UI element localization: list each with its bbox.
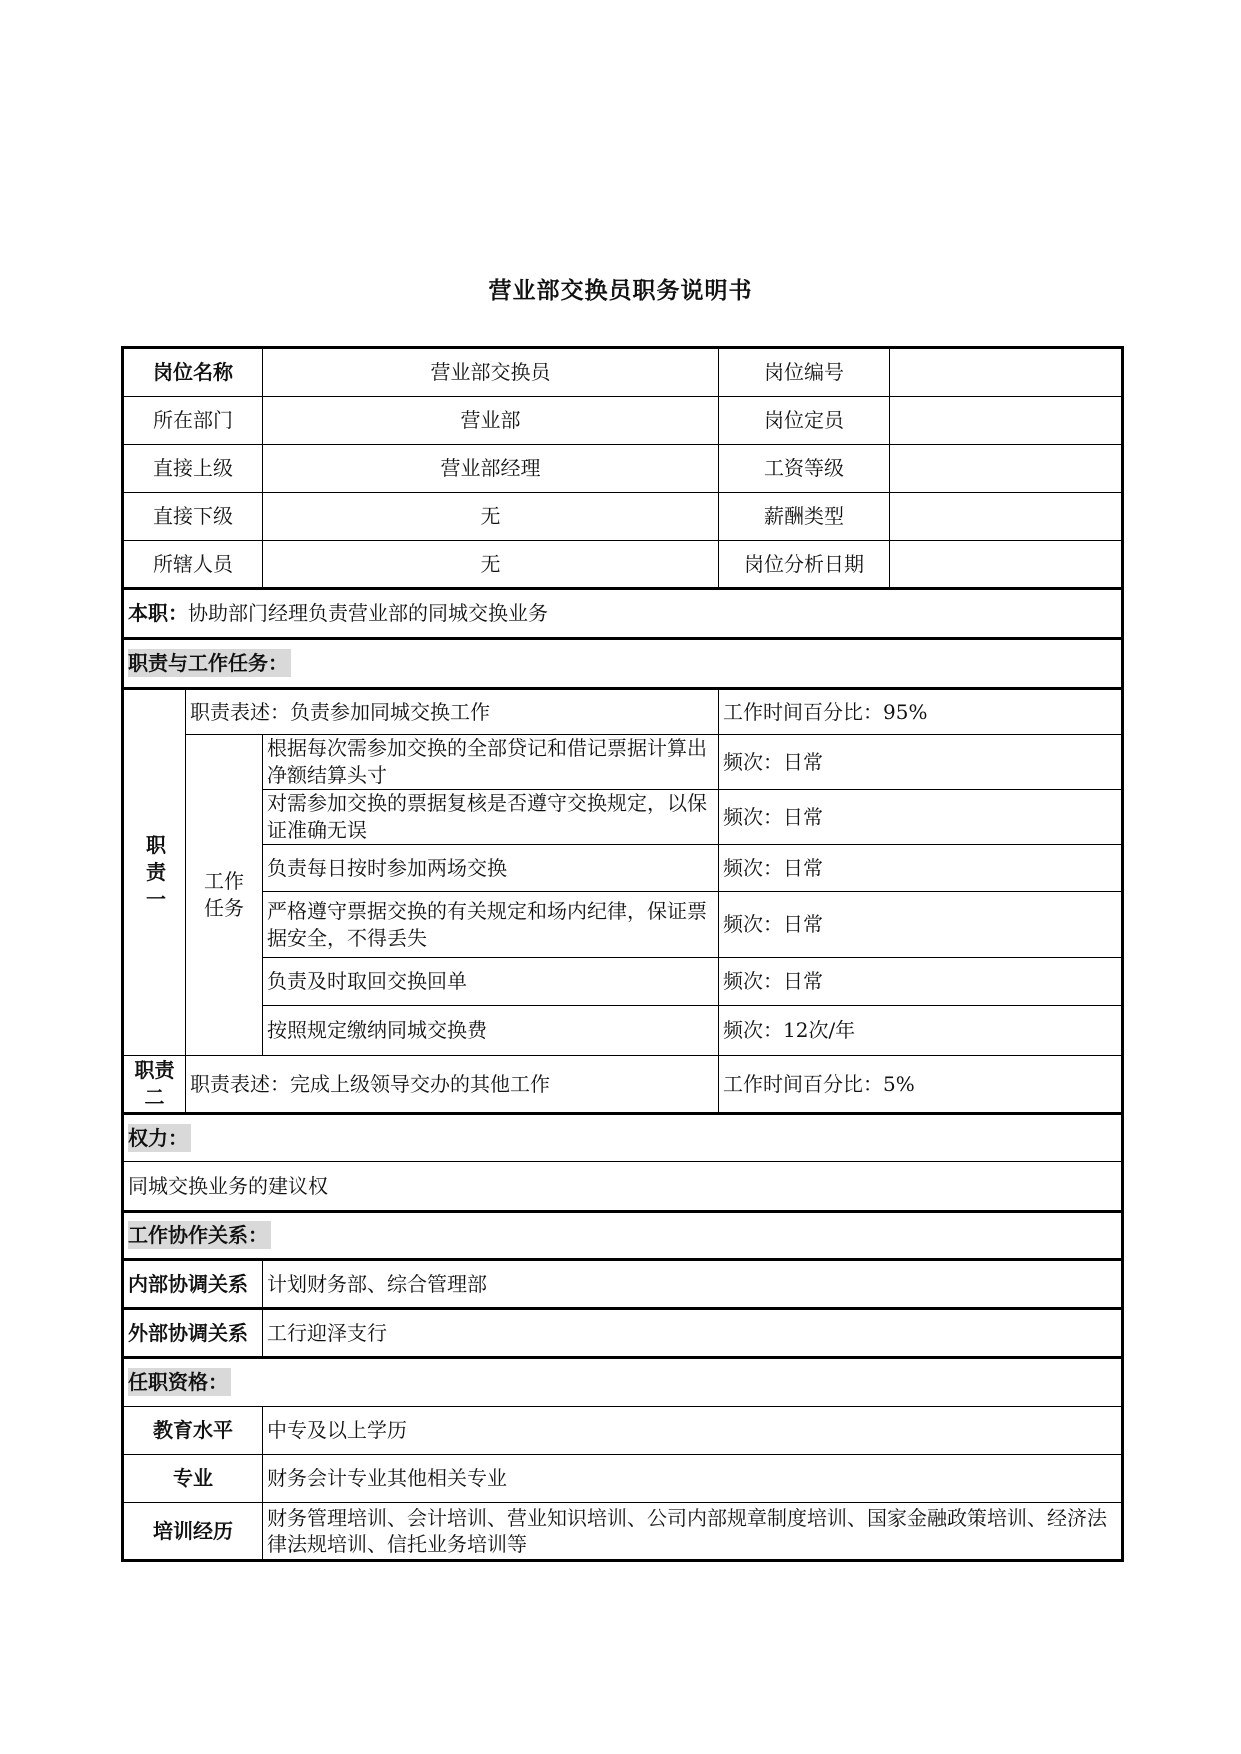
value-headcount [890, 397, 1123, 445]
table-row [123, 845, 1123, 892]
duties-header-cell [123, 639, 1123, 689]
label-department: 所在部门 [123, 397, 263, 445]
task-freq: 频次：日常 [719, 892, 1123, 958]
value-position-name: 营业部交换员 [263, 348, 719, 397]
table-row [123, 1056, 1123, 1114]
label-position-code: 岗位编号 [719, 348, 890, 397]
education-label: 教育水平 [123, 1407, 263, 1455]
table-row [123, 1407, 1123, 1455]
table-row [123, 1212, 1123, 1260]
table-row [123, 1114, 1123, 1162]
table-row [123, 445, 1123, 493]
table-row [123, 790, 1123, 845]
relations-header: 工作协作关系： [128, 1221, 271, 1249]
duty1-desc: 职责表述：负责参加同城交换工作 [186, 689, 719, 735]
table-row [123, 397, 1123, 445]
training-label: 培训经历 [123, 1503, 263, 1561]
table-row [123, 1309, 1123, 1358]
major-label: 专业 [123, 1455, 263, 1503]
task-text: 按照规定缴纳同城交换费 [263, 1006, 719, 1056]
table-row [123, 348, 1123, 397]
value-direct-subordinate: 无 [263, 493, 719, 541]
power-text: 同城交换业务的建议权 [123, 1162, 1123, 1212]
value-analysis-date [890, 541, 1123, 589]
label-analysis-date: 岗位分析日期 [719, 541, 890, 589]
external-relations-label: 外部协调关系 [123, 1309, 263, 1358]
task-text: 根据每次需参加交换的全部贷记和借记票据计算出净额结算头寸 [263, 735, 719, 790]
label-direct-superior: 直接上级 [123, 445, 263, 493]
main-duty-label: 本职： [128, 601, 188, 625]
table-row [123, 1006, 1123, 1056]
duty1-label: 职责一 [123, 689, 186, 1056]
table-row [123, 493, 1123, 541]
label-staff-managed: 所辖人员 [123, 541, 263, 589]
value-salary-grade [890, 445, 1123, 493]
table-row [123, 639, 1123, 689]
table-row [123, 1455, 1123, 1503]
main-duty-cell [123, 589, 1123, 639]
value-direct-superior: 营业部经理 [263, 445, 719, 493]
task-text: 负责每日按时参加两场交换 [263, 845, 719, 892]
table-row [123, 735, 1123, 790]
task-freq: 频次：日常 [719, 790, 1123, 845]
power-header: 权力： [128, 1124, 191, 1152]
value-staff-managed: 无 [263, 541, 719, 589]
task-text: 负责及时取回交换回单 [263, 958, 719, 1006]
task-freq: 频次：日常 [719, 845, 1123, 892]
duty1-tasks-label: 工作任务 [186, 735, 263, 1056]
job-description-table [121, 346, 1124, 1562]
duty2-desc: 职责表述：完成上级领导交办的其他工作 [186, 1056, 719, 1114]
relations-header-cell [123, 1212, 1123, 1260]
task-freq: 频次：日常 [719, 735, 1123, 790]
qualification-header-cell [123, 1358, 1123, 1407]
table-row [123, 892, 1123, 958]
internal-relations-label: 内部协调关系 [123, 1260, 263, 1309]
power-header-cell [123, 1114, 1123, 1162]
training-value: 财务管理培训、会计培训、营业知识培训、公司内部规章制度培训、国家金融政策培训、经济法律法规培训、信托业务培训等 [263, 1503, 1123, 1561]
table-row [123, 1503, 1123, 1561]
table-row [123, 1260, 1123, 1309]
label-pay-type: 薪酬类型 [719, 493, 890, 541]
education-value: 中专及以上学历 [263, 1407, 1123, 1455]
table-row [123, 541, 1123, 589]
table-row [123, 689, 1123, 735]
qualification-header: 任职资格： [128, 1368, 231, 1396]
value-position-code [890, 348, 1123, 397]
page-title: 营业部交换员职务说明书 [488, 278, 753, 304]
label-direct-subordinate: 直接下级 [123, 493, 263, 541]
task-text: 严格遵守票据交换的有关规定和场内纪律，保证票据安全，不得丢失 [263, 892, 719, 958]
label-headcount: 岗位定员 [719, 397, 890, 445]
table-row [123, 1358, 1123, 1407]
table-row [123, 958, 1123, 1006]
table-row [123, 1162, 1123, 1212]
duties-header: 职责与工作任务： [128, 649, 291, 677]
major-value: 财务会计专业其他相关专业 [263, 1455, 1123, 1503]
duty2-percent: 工作时间百分比：5% [719, 1056, 1123, 1114]
task-text: 对需参加交换的票据复核是否遵守交换规定，以保证准确无误 [263, 790, 719, 845]
value-department: 营业部 [263, 397, 719, 445]
external-relations-value: 工行迎泽支行 [263, 1309, 1123, 1358]
main-duty-text: 协助部门经理负责营业部的同城交换业务 [188, 601, 548, 625]
duty1-percent: 工作时间百分比：95% [719, 689, 1123, 735]
duty2-label: 职责二 [123, 1056, 186, 1114]
label-position-name: 岗位名称 [123, 348, 263, 397]
task-freq: 频次：日常 [719, 958, 1123, 1006]
label-salary-grade: 工资等级 [719, 445, 890, 493]
internal-relations-value: 计划财务部、综合管理部 [263, 1260, 1123, 1309]
table-row [123, 589, 1123, 639]
value-pay-type [890, 493, 1123, 541]
task-freq: 频次：12次/年 [719, 1006, 1123, 1056]
